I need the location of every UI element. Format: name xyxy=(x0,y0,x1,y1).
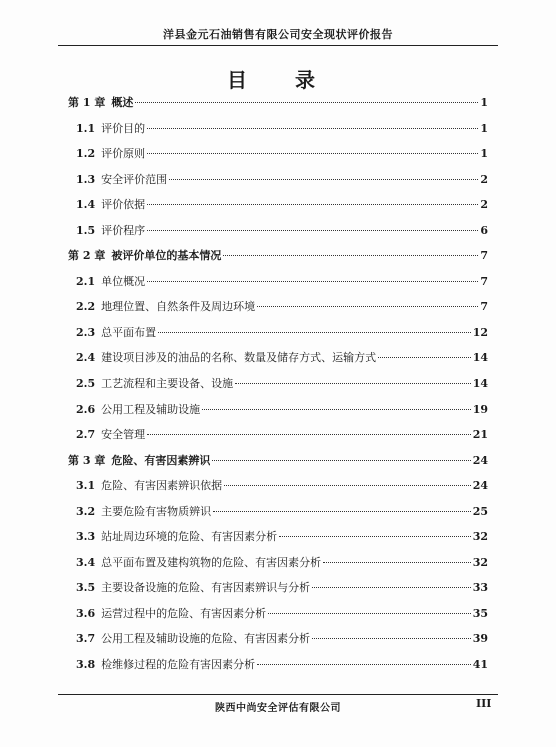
toc-section-row[interactable] xyxy=(68,122,488,148)
toc-entry-number: 3.4 xyxy=(76,555,96,569)
toc-entry-label xyxy=(68,505,211,519)
toc-entry-label xyxy=(68,198,145,212)
toc-entry-label xyxy=(68,377,233,391)
toc-entry-number: 3.2 xyxy=(76,504,96,518)
dot-leader xyxy=(158,332,471,333)
footer-company: 陕西中尚安全评估有限公司 xyxy=(215,703,341,714)
toc-page-number: 2 xyxy=(480,172,488,186)
toc-page-number: 24 xyxy=(472,453,488,467)
toc-entry-label xyxy=(68,96,133,110)
toc-section-row[interactable] xyxy=(68,403,488,429)
toc-page-number: 39 xyxy=(472,632,488,646)
toc-page-number: 14 xyxy=(472,377,488,391)
toc-entry-title: 危险、有害因素辨识依据 xyxy=(101,479,223,493)
dot-leader xyxy=(147,434,471,435)
toc-page-number: 1 xyxy=(480,96,488,109)
toc-section-row[interactable] xyxy=(68,377,488,403)
toc-page-number: 35 xyxy=(472,606,488,620)
toc-page-number: 12 xyxy=(472,325,488,339)
toc-section-row[interactable] xyxy=(68,505,488,531)
toc-title: 目 录 xyxy=(227,68,329,92)
table-of-contents xyxy=(68,96,488,684)
toc-entry-number: 2.3 xyxy=(76,325,96,339)
toc-entry-label xyxy=(68,607,266,621)
toc-page-number: 7 xyxy=(480,300,488,314)
header-divider xyxy=(58,45,498,46)
toc-entry-number: 2.4 xyxy=(76,351,96,365)
toc-entry-label xyxy=(68,581,310,595)
dot-leader xyxy=(202,409,471,410)
toc-section-row[interactable] xyxy=(68,556,488,582)
toc-entry-label xyxy=(68,632,310,646)
dot-leader xyxy=(323,562,471,563)
toc-page-number: 32 xyxy=(472,555,488,569)
toc-entry-number: 1.5 xyxy=(76,223,96,237)
dot-leader xyxy=(257,664,471,665)
toc-entry-title: 危险、有害因素辨识 xyxy=(111,453,211,467)
toc-section-row[interactable] xyxy=(68,607,488,633)
toc-entry-title: 安全评价范围 xyxy=(101,172,168,186)
dot-leader xyxy=(147,281,478,282)
toc-chapter-row[interactable] xyxy=(68,249,488,275)
toc-entry-number: 3.7 xyxy=(76,632,96,646)
toc-entry-title: 评价原则 xyxy=(101,147,146,161)
toc-entry-number: 2.6 xyxy=(76,402,96,416)
toc-page-number: 19 xyxy=(472,402,488,416)
dot-leader xyxy=(257,306,478,307)
toc-section-row[interactable] xyxy=(68,581,488,607)
toc-entry-label xyxy=(68,556,321,570)
toc-page-number: 21 xyxy=(472,428,488,442)
toc-entry-number: 1.1 xyxy=(76,121,96,135)
toc-entry-label xyxy=(68,275,145,289)
toc-section-row[interactable] xyxy=(68,351,488,377)
toc-page-number: 7 xyxy=(480,274,488,288)
toc-chapter-row[interactable] xyxy=(68,454,488,480)
toc-page-number: 25 xyxy=(472,504,488,518)
dot-leader xyxy=(169,179,478,180)
toc-page-number: 33 xyxy=(472,581,488,595)
dot-leader xyxy=(135,102,478,103)
toc-entry-title: 建设项目涉及的油品的名称、数量及储存方式、运输方式 xyxy=(101,351,377,365)
toc-section-row[interactable] xyxy=(68,198,488,224)
dot-leader xyxy=(268,613,471,614)
toc-entry-number: 3.6 xyxy=(76,606,96,620)
toc-section-row[interactable] xyxy=(68,658,488,684)
toc-page-number: 2 xyxy=(480,198,488,212)
toc-entry-label xyxy=(68,122,145,136)
toc-entry-label xyxy=(68,326,156,340)
toc-entry-label xyxy=(68,530,277,544)
toc-entry-number: 第 2 章 xyxy=(68,249,106,263)
toc-entry-number: 第 3 章 xyxy=(68,453,106,467)
toc-entry-number: 2.1 xyxy=(76,274,96,288)
toc-section-row[interactable] xyxy=(68,300,488,326)
toc-entry-label xyxy=(68,403,200,417)
toc-entry-title: 地理位置、自然条件及周边环境 xyxy=(101,300,256,314)
dot-leader xyxy=(223,255,478,256)
toc-entry-title: 总平面布置及建构筑物的危险、有害因素分析 xyxy=(101,555,322,569)
toc-entry-label xyxy=(68,173,167,187)
footer-page-number: III xyxy=(476,697,492,710)
toc-entry-number: 3.8 xyxy=(76,658,96,672)
toc-entry-label xyxy=(68,658,255,672)
toc-entry-number: 1.3 xyxy=(76,172,96,186)
toc-section-row[interactable] xyxy=(68,147,488,173)
toc-page-number: 41 xyxy=(472,658,488,672)
dot-leader xyxy=(212,460,470,461)
dot-leader xyxy=(378,357,471,358)
toc-section-row[interactable] xyxy=(68,428,488,454)
toc-entry-title: 公用工程及辅助设施的危险、有害因素分析 xyxy=(101,632,311,646)
toc-section-row[interactable] xyxy=(68,479,488,505)
toc-entry-title: 概述 xyxy=(111,96,134,109)
toc-entry-number: 3.1 xyxy=(76,479,96,493)
toc-page-number: 1 xyxy=(480,147,488,161)
toc-entry-number: 1.4 xyxy=(76,198,96,212)
toc-entry-number: 第 1 章 xyxy=(68,96,106,109)
dot-leader xyxy=(147,204,478,205)
toc-entry-title: 单位概况 xyxy=(101,274,146,288)
toc-entry-number: 2.2 xyxy=(76,300,96,314)
toc-page-number: 24 xyxy=(472,479,488,493)
toc-entry-title: 安全管理 xyxy=(101,428,146,442)
toc-entry-title: 被评价单位的基本情况 xyxy=(111,249,222,263)
toc-section-row[interactable] xyxy=(68,632,488,658)
toc-chapter-row[interactable] xyxy=(68,96,488,122)
dot-leader xyxy=(213,511,471,512)
toc-entry-label xyxy=(68,300,255,314)
toc-entry-label xyxy=(68,147,145,161)
toc-entry-label xyxy=(68,249,221,263)
toc-section-row[interactable] xyxy=(68,173,488,199)
toc-entry-label xyxy=(68,479,222,493)
dot-leader xyxy=(279,536,471,537)
toc-page-number: 7 xyxy=(480,249,488,263)
toc-entry-title: 站址周边环境的危险、有害因素分析 xyxy=(101,530,278,544)
toc-entry-number: 2.5 xyxy=(76,377,96,391)
toc-entry-title: 主要设备设施的危险、有害因素辨识与分析 xyxy=(101,581,311,595)
toc-entry-label xyxy=(68,428,145,442)
toc-section-row[interactable] xyxy=(68,275,488,301)
dot-leader xyxy=(147,230,478,231)
toc-entry-label xyxy=(68,351,376,365)
toc-entry-title: 公用工程及辅助设施 xyxy=(101,402,201,416)
dot-leader xyxy=(147,153,478,154)
dot-leader xyxy=(224,485,471,486)
toc-entry-number: 3.5 xyxy=(76,581,96,595)
toc-entry-title: 评价目的 xyxy=(101,121,146,135)
dot-leader xyxy=(235,383,471,384)
toc-entry-title: 评价依据 xyxy=(101,198,146,212)
toc-entry-title: 总平面布置 xyxy=(101,325,157,339)
toc-entry-number: 2.7 xyxy=(76,428,96,442)
toc-section-row[interactable] xyxy=(68,326,488,352)
toc-entry-title: 主要危险有害物质辨识 xyxy=(101,504,212,518)
toc-entry-title: 评价程序 xyxy=(101,223,146,237)
toc-section-row[interactable] xyxy=(68,530,488,556)
dot-leader xyxy=(312,587,471,588)
toc-page-number: 1 xyxy=(480,121,488,135)
toc-entry-number: 1.2 xyxy=(76,147,96,161)
toc-page-number: 14 xyxy=(472,351,488,365)
dot-leader xyxy=(312,638,471,639)
toc-page-number: 32 xyxy=(472,530,488,544)
toc-page-number: 6 xyxy=(480,223,488,237)
toc-entry-title: 运营过程中的危险、有害因素分析 xyxy=(101,606,267,620)
toc-entry-title: 工艺流程和主要设备、设施 xyxy=(101,377,234,391)
toc-entry-label xyxy=(68,224,145,238)
toc-entry-title: 检维修过程的危险有害因素分析 xyxy=(101,658,256,672)
footer-divider xyxy=(58,694,498,695)
running-header: 洋县金元石油销售有限公司安全现状评价报告 xyxy=(163,28,393,41)
dot-leader xyxy=(147,128,478,129)
toc-entry-number: 3.3 xyxy=(76,530,96,544)
toc-section-row[interactable] xyxy=(68,224,488,250)
toc-entry-label xyxy=(68,454,210,468)
